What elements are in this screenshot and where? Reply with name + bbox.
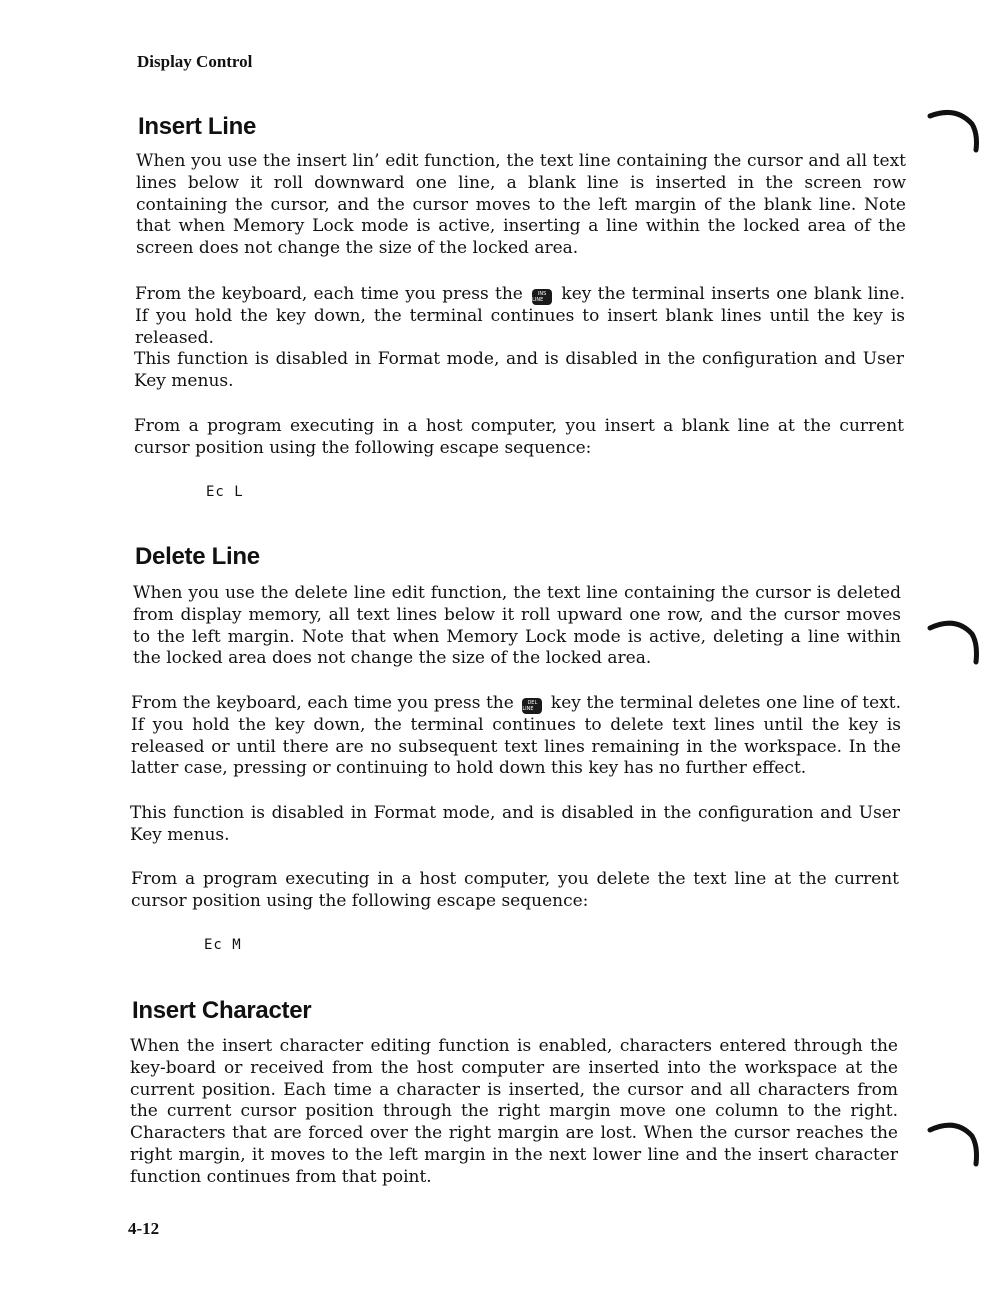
section-heading-insert-line: Insert Line (138, 113, 257, 140)
paragraph: From a program executing in a host computer, you insert a blank line at the current cursor position using the following escape sequence: (134, 416, 904, 458)
section-heading-insert-character: Insert Character (132, 997, 312, 1024)
paragraph: When you use the insert lin’ edit function, the text line containing the cursor and all text lines below it roll downward one line, a blank line is inserted in the screen row containing the cursor, and the cursor moves to the left margin of the blank line. Note that when Memory Lock mode is active, inserting a line within the locked area of the screen does not change the size of the locked area. (136, 151, 906, 259)
binder-hole-mark (926, 610, 982, 666)
paragraph: This function is disabled in Format mode, and is disabled in the configuration and User Key menus. (134, 349, 904, 391)
paragraph: From a program executing in a host computer, you delete the text line at the current cursor position using the following escape sequence: (131, 869, 899, 911)
paragraph: This function is disabled in Format mode, and is disabled in the configuration and User Key menus. (130, 803, 900, 845)
key-paragraph-before: From the keyboard, each time you press the (135, 284, 523, 304)
section-heading-delete-line: Delete Line (135, 543, 260, 570)
insert-line-key-icon: INS LINE (532, 289, 552, 305)
page-number: 4-12 (128, 1219, 160, 1238)
delete-line-key-icon: DEL LINE (522, 698, 542, 714)
binder-hole-mark (926, 1112, 982, 1168)
escape-sequence: Ec L (206, 484, 244, 500)
running-header: Display Control (137, 52, 253, 71)
paragraph: When you use the delete line edit function, the text line containing the cursor is deleted from display memory, all text lines below it roll upward one row, and the cursor moves to the left margin. Note that when Memory Lock mode is active, deleting a line within the locked area does not change the size of the locked area. (133, 583, 901, 669)
escape-sequence: Ec M (204, 937, 242, 953)
key-paragraph-after: key the terminal deletes one line of text. If you hold the key down, the terminal continues to delete text lines until the key is released or until there are no subsequent text lines remaining in the workspace. In the latter case, pressing or continuing to hold down this key has no further effect. (131, 693, 902, 779)
binder-hole-mark (926, 104, 982, 154)
key-paragraph-after: key the terminal inserts one blank line. If you hold the key down, the terminal continues to insert blank lines until the key is released. (135, 284, 905, 348)
paragraph: When the insert character editing function is enabled, characters entered through the key-board or received from the host computer are inserted into the workspace at the current position. Each time a character is inserted, the cursor and all characters from the current cursor position through the right margin move one column to the right. Characters that are forced over the right margin are lost. When the cursor reaches the right margin, it moves to the left margin in the next lower line and the insert character function continues from that point. (130, 1036, 898, 1187)
key-paragraph (131, 693, 901, 780)
key-paragraph (135, 284, 905, 349)
key-paragraph-before: From the keyboard, each time you press the (131, 693, 514, 713)
